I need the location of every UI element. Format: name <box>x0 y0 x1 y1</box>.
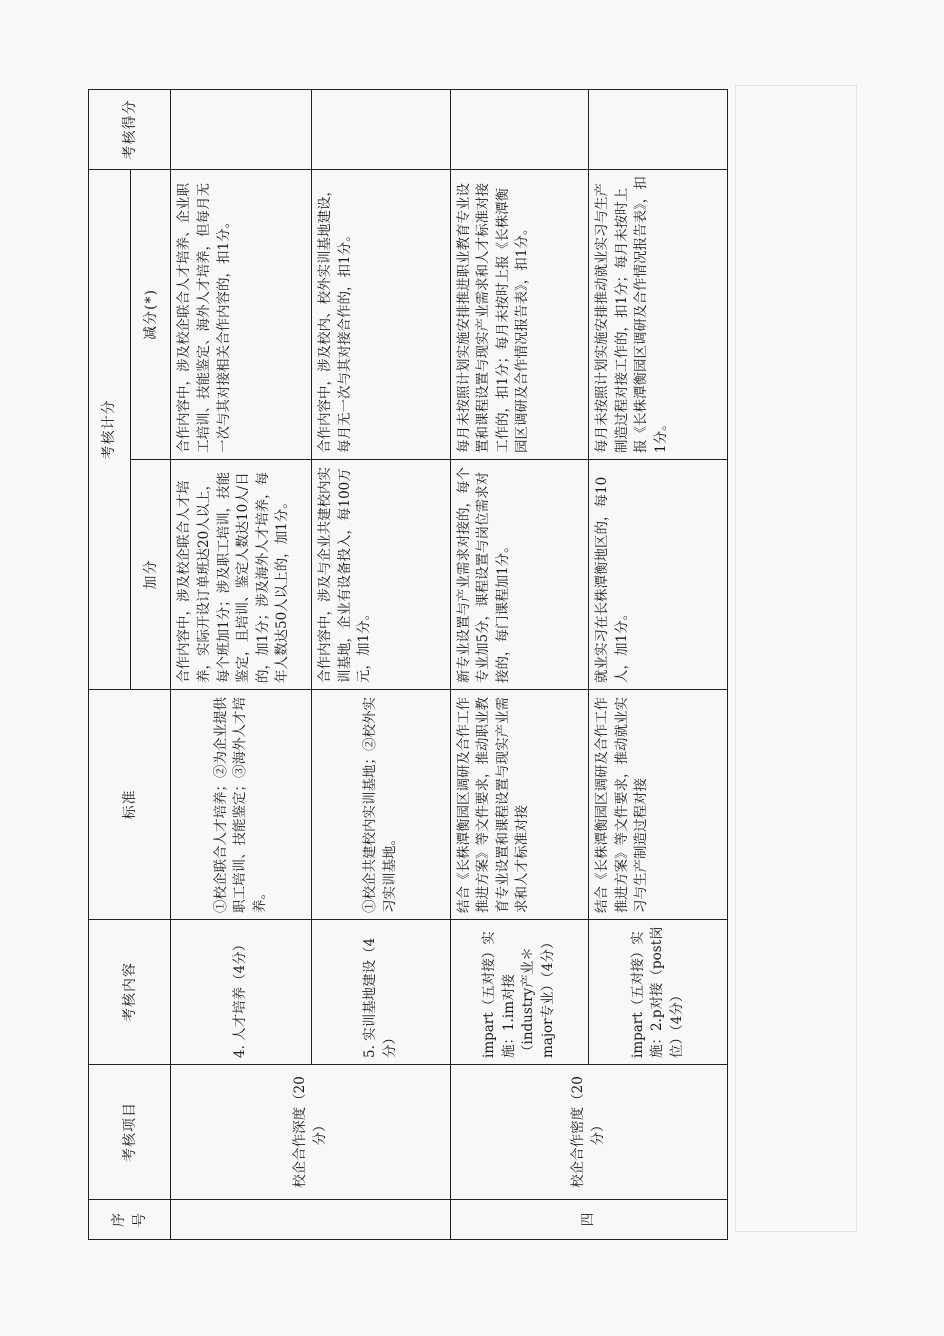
add-cell: 合作内容中，涉及校企联合人才培养，实际开设订单班达20人以上，每个班加1分；涉及职工培训，技能鉴定，且培训、鉴定人数达10人/日的，加1分；涉及海外人才培养，每年人数达50人以上的，加1分。 <box>171 460 312 690</box>
score-cell <box>450 90 589 170</box>
header-scoring: 考核计分 <box>89 170 131 690</box>
standard-cell: ①校企联合人才培养；②为企业提供职工培训、技能鉴定；③海外人才培养。 <box>171 690 312 920</box>
header-subtract: 减分(*) <box>131 170 171 460</box>
rotated-table-container <box>88 90 728 1240</box>
add-cell: 新专业设置与产业需求对接的，每个专业加5分，课程设置与岗位需求对接的，每门课程加1分。 <box>450 460 589 690</box>
header-seq: 序号 <box>89 1200 171 1240</box>
bleed-through-frame <box>735 85 857 1232</box>
score-cell <box>171 90 312 170</box>
table-row <box>171 90 312 1240</box>
header-add: 加分 <box>131 460 171 690</box>
project-depth: 校企合作深度（20分） <box>171 1065 450 1200</box>
assessment-table <box>88 89 728 1240</box>
header-standard: 标准 <box>89 690 171 920</box>
score-cell <box>589 90 728 170</box>
table-row <box>450 90 589 1240</box>
subtract-cell: 每月未按照计划实施安排推进职业教育专业设置和课程设置与现实产业需求和人才标准对接工作的，扣1分；每月未按时上报《长株潭衡园区调研及合作情况报告表》，扣1分。 <box>450 170 589 460</box>
content-cell: impart（五对接）实施：1.im对接（industry产业＊major专业）（4分） <box>450 920 589 1065</box>
subtract-cell: 每月未按照计划实施安排推动就业实习与生产制造过程对接工作的，扣1分；每月未按时上报《长株潭衡园区调研及合作情况报告表》，扣1分。 <box>589 170 728 460</box>
project-density: 校企合作密度（20分） <box>450 1065 727 1200</box>
content-cell: 4. 人才培养（4分） <box>171 920 312 1065</box>
subtract-cell: 合作内容中，涉及校企联合人才培养、企业职工培训、技能鉴定、海外人才培养，但每月无一次与其对接相关合作内容的，扣1分。 <box>171 170 312 460</box>
content-cell: impart（五对接）实施：2.p对接（post岗位）（4分） <box>589 920 728 1065</box>
standard-cell: 结合《长株潭衡园区调研及合作工作推进方案》等文件要求，推动就业实习与生产制造过程对接 <box>589 690 728 920</box>
header-score: 考核得分 <box>89 90 171 170</box>
header-project: 考核项目 <box>89 1065 171 1200</box>
content-cell: 5. 实训基地建设（4分） <box>312 920 451 1065</box>
add-cell: 就业实习在长株潭衡地区的，每10人，加1分。 <box>589 460 728 690</box>
standard-cell: ①校企共建校内实训基地；②校外实习实训基地。 <box>312 690 451 920</box>
subtract-cell: 合作内容中，涉及校内、校外实训基地建设，每月无一次与其对接合作的，扣1分。 <box>312 170 451 460</box>
score-cell <box>312 90 451 170</box>
standard-cell: 结合《长株潭衡园区调研及合作工作推进方案》等文件要求，推动职业教育专业设置和课程设置与现实产业需求和人才标准对接 <box>450 690 589 920</box>
header-content: 考核内容 <box>89 920 171 1065</box>
add-cell: 合作内容中，涉及与企业共建校内实训基地，企业有设备投入，每100万元，加1分。 <box>312 460 451 690</box>
seq-cell-empty <box>171 1200 450 1240</box>
seq-cell: 四 <box>450 1200 727 1240</box>
